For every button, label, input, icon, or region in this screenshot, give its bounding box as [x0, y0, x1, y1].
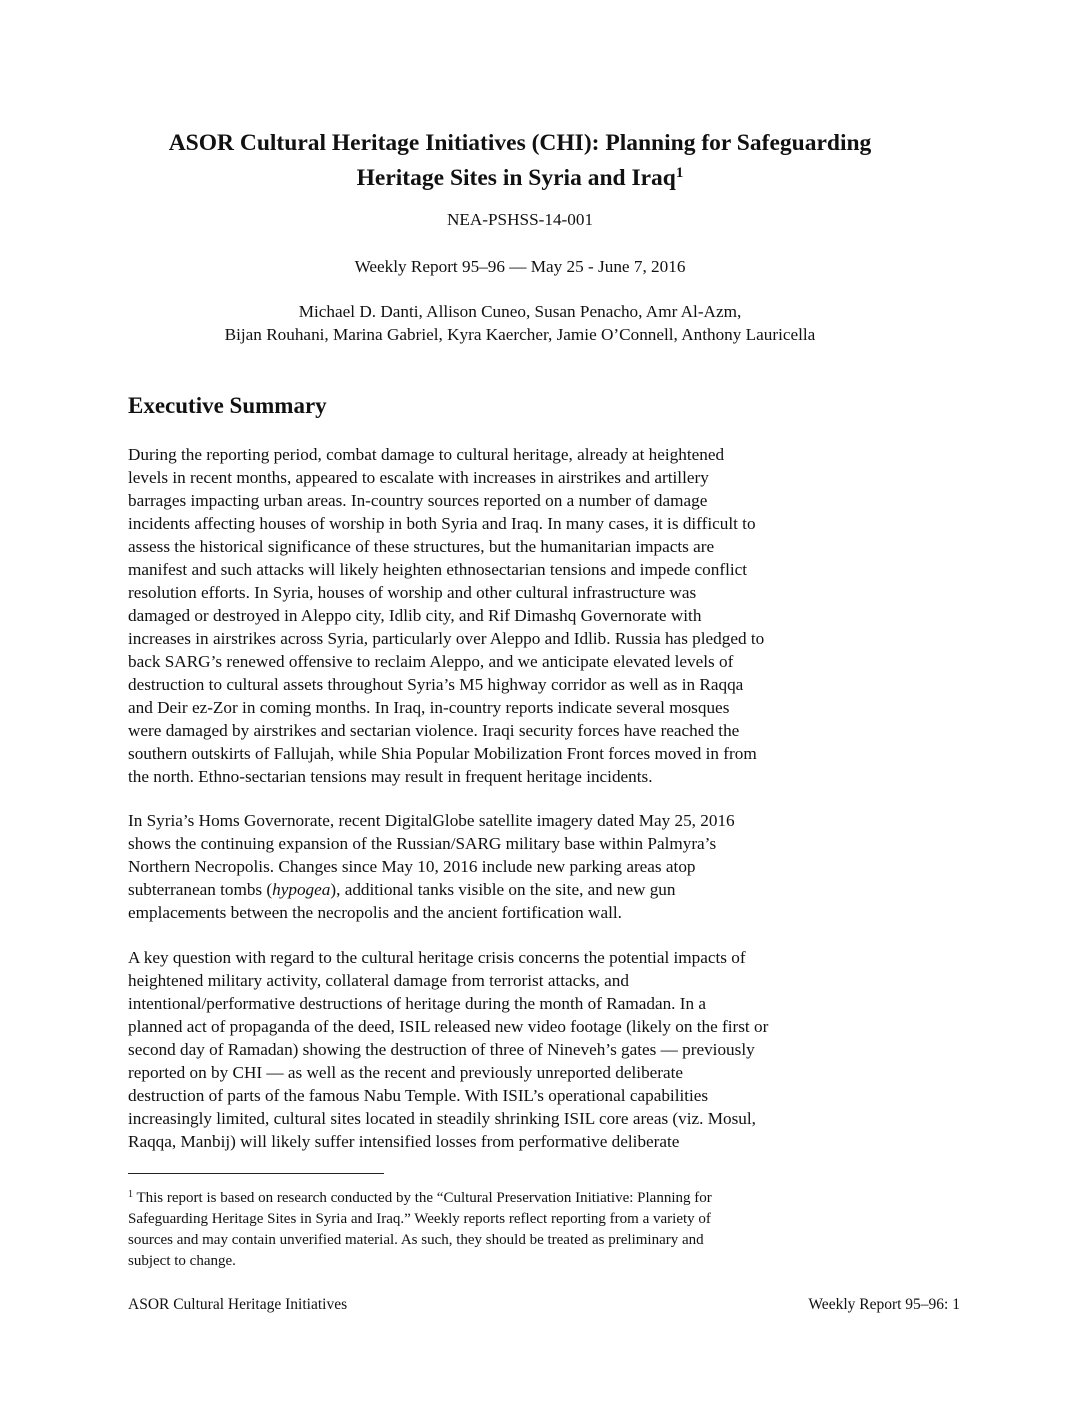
paragraph-line [128, 878, 908, 901]
paragraph-line: intentional/performative destructions of heritage during the month of Ramadan. In a [128, 994, 706, 1013]
footer-organization: ASOR Cultural Heritage Initiatives [128, 1296, 348, 1313]
summary-paragraph-2 [128, 809, 908, 924]
paragraph-line: Raqqa, Manbij) will likely suffer intensified losses from performative deliberate [128, 1132, 680, 1151]
paragraph-line: damaged or destroyed in Aleppo city, Idlib city, and Rif Dimashq Governorate with [128, 606, 702, 625]
title-line-2: Heritage Sites in Syria and Iraq [356, 165, 676, 191]
author-line-1: Michael D. Danti, Allison Cuneo, Susan Penacho, Amr Al-Azm, [298, 302, 742, 321]
summary-paragraph-1 [128, 443, 908, 788]
paragraph-line: increases in airstrikes across Syria, particularly over Aleppo and Idlib. Russia has pledged to [128, 629, 765, 648]
paragraph-line: Northern Necropolis. Changes since May 10, 2016 include new parking areas atop [128, 857, 696, 876]
footnote-line [128, 1184, 888, 1209]
paragraph-line: reported on by CHI — as well as the recent and previously unreported deliberate [128, 1063, 684, 1082]
paragraph-line: were damaged by airstrikes and sectarian violence. Iraqi security forces have reached the [128, 721, 740, 740]
paragraph-line: incidents affecting houses of worship in both Syria and Iraq. In many cases, it is difficult to [128, 514, 756, 533]
author-list [110, 300, 930, 346]
footnote-line: Safeguarding Heritage Sites in Syria and Iraq.” Weekly reports reflect reporting from a variety of [128, 1211, 711, 1227]
footer-page-label: Weekly Report 95–96: 1 [808, 1296, 960, 1313]
paragraph-line: destruction to cultural assets throughout Syria’s M5 highway corridor as well as in Raqqa [128, 675, 744, 694]
footnote-line: sources and may contain unverified material. As such, they should be treated as preliminary and [128, 1232, 704, 1248]
paragraph-line: levels in recent months, appeared to escalate with increases in airstrikes and artillery [128, 468, 709, 487]
paragraph-line: resolution efforts. In Syria, houses of worship and other cultural infrastructure was [128, 583, 697, 602]
paragraph-line: A key question with regard to the cultural heritage crisis concerns the potential impacts of [128, 948, 746, 967]
report-period: Weekly Report 95–96 — May 25 - June 7, 2016 [354, 257, 686, 276]
italic-term-hypogea: hypogea [272, 880, 331, 899]
paragraph-line: barrages impacting urban areas. In-country sources reported on a number of damage [128, 491, 708, 510]
grant-number: NEA-PSHSS-14-001 [446, 210, 594, 229]
footnote-marker: 1 [128, 1189, 133, 1200]
paragraph-line: second day of Ramadan) showing the destruction of three of Nineveh’s gates — previously [128, 1040, 755, 1059]
section-heading-executive-summary: Executive Summary [128, 393, 327, 418]
paragraph-line: and Deir ez-Zor in coming months. In Iraq, in-country reports indicate several mosques [128, 698, 730, 717]
paragraph-line: planned act of propaganda of the deed, ISIL released new video footage (likely on the first or [128, 1017, 769, 1036]
paragraph-line: shows the continuing expansion of the Russian/SARG military base within Palmyra’s [128, 834, 717, 853]
title-line-1: ASOR Cultural Heritage Initiatives (CHI): Planning for Safeguarding [168, 130, 872, 156]
paragraph-line: manifest and such attacks will likely heighten ethnosectarian tensions and impede conflict [128, 560, 748, 579]
paragraph-line: back SARG’s renewed offensive to reclaim Aleppo, and we anticipate elevated levels of [128, 652, 734, 671]
paragraph-line: southern outskirts of Fallujah, while Shia Popular Mobilization Front forces moved in from [128, 744, 757, 763]
text-run: This report is based on research conducted by the “Cultural Preservation Initiative: Planning for [133, 1190, 712, 1206]
paragraph-line: heightened military activity, collateral damage from terrorist attacks, and [128, 971, 629, 990]
paragraph-line: assess the historical significance of these structures, but the humanitarian impacts are [128, 537, 715, 556]
paragraph-line: destruction of parts of the famous Nabu Temple. With ISIL’s operational capabilities [128, 1086, 709, 1105]
paragraph-line: During the reporting period, combat damage to cultural heritage, already at heightened [128, 445, 725, 464]
footnote-separator [128, 1173, 384, 1174]
paragraph-line: increasingly limited, cultural sites located in steadily shrinking ISIL core areas (viz. Mosul, [128, 1109, 756, 1128]
paragraph-line: the north. Ethno-sectarian tensions may result in frequent heritage incidents. [128, 767, 653, 786]
summary-paragraph-3 [128, 946, 908, 1153]
paragraph-line: emplacements between the necropolis and the ancient fortification wall. [128, 903, 622, 922]
text-run: ), additional tanks visible on the site, and new gun [330, 880, 676, 899]
report-title [110, 128, 930, 193]
author-line-2: Bijan Rouhani, Marina Gabriel, Kyra Kaercher, Jamie O’Connell, Anthony Lauricella [224, 325, 816, 344]
text-run: subterranean tombs ( [128, 880, 273, 899]
paragraph-line: In Syria’s Homs Governorate, recent DigitalGlobe satellite imagery dated May 25, 2016 [128, 811, 735, 830]
footnote-1 [128, 1184, 888, 1272]
footnote-line: subject to change. [128, 1253, 236, 1269]
title-footnote-marker[interactable]: 1 [675, 165, 684, 181]
